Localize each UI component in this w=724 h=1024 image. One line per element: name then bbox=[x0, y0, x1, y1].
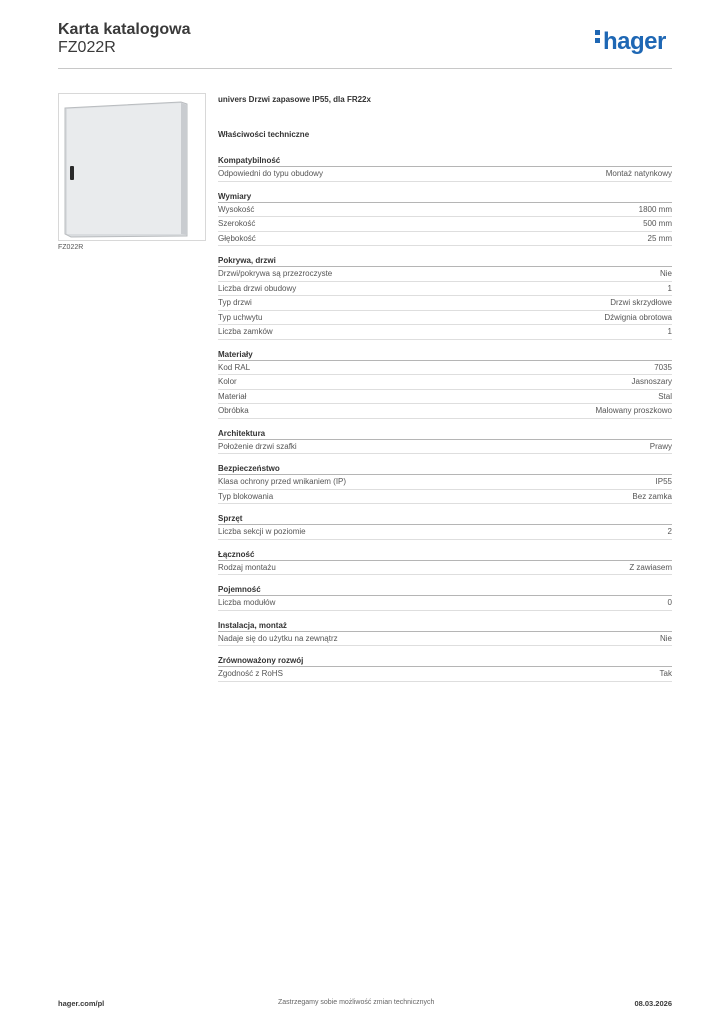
product-description: univers Drzwi zapasowe IP55, dla FR22x bbox=[218, 95, 371, 104]
property-label: Klasa ochrony przed wnikaniem (IP) bbox=[218, 477, 347, 486]
technical-content bbox=[218, 95, 672, 692]
property-group bbox=[218, 350, 672, 419]
property-row bbox=[218, 311, 672, 326]
property-label: Liczba drzwi obudowy bbox=[218, 283, 297, 293]
property-value: Prawy bbox=[649, 441, 672, 451]
property-value: 1 bbox=[667, 283, 672, 293]
property-value: 1800 mm bbox=[638, 204, 672, 214]
property-value: 500 mm bbox=[643, 219, 672, 228]
property-row bbox=[218, 596, 672, 611]
property-row bbox=[218, 490, 672, 505]
property-label: Liczba sekcji w poziomie bbox=[218, 527, 306, 536]
group-title: Zrównoważony rozwój bbox=[218, 656, 672, 667]
property-label: Zgodność z RoHS bbox=[218, 669, 283, 678]
property-group bbox=[218, 256, 672, 340]
property-row bbox=[218, 475, 672, 490]
footer-disclaimer: Zastrzegamy sobie możliwość zmian technicznych bbox=[278, 999, 435, 1006]
property-label: Nadaje się do użytku na zewnątrz bbox=[218, 633, 338, 643]
product-image bbox=[58, 93, 206, 241]
property-value: Malowany proszkowo bbox=[595, 406, 672, 415]
property-row bbox=[218, 561, 672, 576]
property-label: Materiał bbox=[218, 391, 247, 401]
property-label: Głębokość bbox=[218, 233, 256, 243]
property-row bbox=[218, 525, 672, 540]
property-group bbox=[218, 464, 672, 504]
property-label: Położenie drzwi szafki bbox=[218, 441, 297, 451]
group-title: Instalacja, montaż bbox=[218, 621, 672, 632]
property-group bbox=[218, 550, 672, 576]
property-label: Typ drzwi bbox=[218, 298, 252, 307]
document-title: Karta katalogowa bbox=[58, 21, 191, 38]
group-title: Bezpieczeństwo bbox=[218, 464, 672, 475]
group-title: Łączność bbox=[218, 550, 672, 561]
group-title: Pojemność bbox=[218, 585, 672, 596]
property-value: 0 bbox=[667, 598, 672, 607]
property-label: Wysokość bbox=[218, 204, 255, 214]
property-row bbox=[218, 217, 672, 232]
property-group bbox=[218, 156, 672, 182]
property-value: Z zawiasem bbox=[629, 562, 672, 572]
property-group bbox=[218, 429, 672, 455]
technical-properties-heading: Właściwości techniczne bbox=[218, 130, 310, 139]
property-value: Nie bbox=[659, 269, 672, 278]
group-title: Architektura bbox=[218, 429, 672, 440]
logo-dots-icon bbox=[595, 30, 601, 46]
door-handle-icon bbox=[70, 166, 74, 180]
header-divider bbox=[58, 68, 672, 69]
property-group bbox=[218, 514, 672, 540]
property-label: Odpowiedni do typu obudowy bbox=[218, 169, 323, 178]
property-group bbox=[218, 621, 672, 647]
cabinet-door-image bbox=[63, 100, 189, 238]
property-label: Liczba modułów bbox=[218, 598, 276, 607]
property-label: Rodzaj montażu bbox=[218, 562, 276, 572]
property-row bbox=[218, 404, 672, 419]
property-label: Szerokość bbox=[218, 219, 256, 228]
hager-logo bbox=[595, 28, 666, 56]
property-row bbox=[218, 203, 672, 218]
property-row bbox=[218, 167, 672, 182]
property-value: Drzwi skrzydłowe bbox=[610, 298, 672, 307]
property-label: Typ blokowania bbox=[218, 491, 274, 501]
property-group bbox=[218, 585, 672, 611]
property-row bbox=[218, 296, 672, 311]
product-reference: FZ022R bbox=[58, 39, 116, 56]
property-row bbox=[218, 667, 672, 682]
property-label: Kolor bbox=[218, 377, 237, 386]
group-title: Kompatybilność bbox=[218, 156, 672, 167]
group-title: Pokrywa, drzwi bbox=[218, 256, 672, 267]
property-row bbox=[218, 267, 672, 282]
property-label: Drzwi/pokrywa są przezroczyste bbox=[218, 269, 333, 278]
property-value: Jasnoszary bbox=[631, 377, 672, 386]
property-value: Tak bbox=[659, 669, 672, 678]
footer-website: hager.com/pl bbox=[58, 999, 105, 1008]
property-value: 2 bbox=[667, 527, 672, 536]
property-row bbox=[218, 440, 672, 455]
property-row bbox=[218, 282, 672, 297]
property-row bbox=[218, 325, 672, 340]
property-label: Liczba zamków bbox=[218, 327, 273, 336]
property-row bbox=[218, 632, 672, 647]
property-value: 1 bbox=[667, 327, 672, 336]
property-value: IP55 bbox=[655, 477, 672, 486]
property-group bbox=[218, 192, 672, 247]
property-row bbox=[218, 390, 672, 405]
property-groups bbox=[218, 156, 672, 682]
group-title: Sprzęt bbox=[218, 514, 672, 525]
property-value: Nie bbox=[659, 633, 672, 643]
property-label: Kod RAL bbox=[218, 362, 251, 372]
property-value: Stal bbox=[658, 391, 672, 401]
property-value: Dźwignia obrotowa bbox=[604, 312, 672, 322]
image-caption: FZ022R bbox=[58, 244, 84, 251]
property-group bbox=[218, 656, 672, 682]
logo-text: hager bbox=[603, 28, 666, 55]
property-row bbox=[218, 232, 672, 247]
property-label: Typ uchwytu bbox=[218, 312, 263, 322]
property-row bbox=[218, 361, 672, 376]
property-value: 7035 bbox=[654, 362, 672, 372]
property-value: Bez zamka bbox=[632, 491, 672, 501]
footer-date: 08.03.2026 bbox=[634, 999, 672, 1008]
group-title: Materiały bbox=[218, 350, 672, 361]
property-label: Obróbka bbox=[218, 406, 249, 415]
property-row bbox=[218, 375, 672, 390]
property-value: 25 mm bbox=[647, 233, 672, 243]
property-value: Montaż natynkowy bbox=[605, 169, 672, 178]
group-title: Wymiary bbox=[218, 192, 672, 203]
